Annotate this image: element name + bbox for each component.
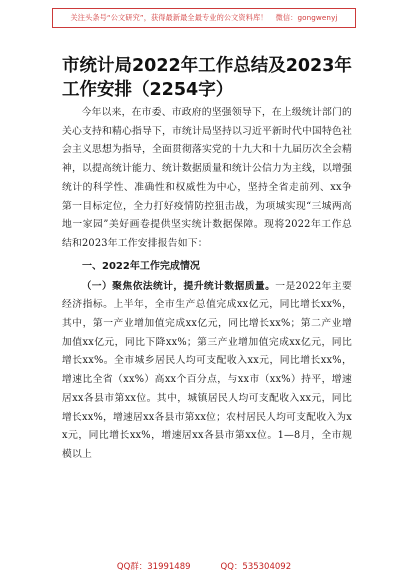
- promo-banner-text: 关注头条号“公文研究”，获得最新最全最专业的公文资料库！: [70, 13, 268, 22]
- footer-contact: [0, 560, 408, 574]
- footer-qq-group: QQ群：31991489: [116, 562, 191, 572]
- promo-banner: [52, 8, 356, 28]
- promo-banner-wechat: 微信：gongwenyj: [275, 13, 338, 22]
- footer-qq: QQ：535304092: [220, 562, 292, 572]
- item-lead: （一）聚焦依法统计，提升统计数据质量。: [81, 280, 276, 292]
- section-heading: 一、2022年工作完成情况: [82, 260, 200, 272]
- intro-paragraph: 今年以来，在市委、市政府的坚强领导下，在上级统计部门的关心支持和精心指导下，市统计局坚持以习近平新时代中国特色社会主义思想为指导，全面贯彻落实党的十九大和十九届历次全会精神，以提高统计能力、统计数据质量和统计公信力为主线，以增强统计的科学性、准确性和权威性为中心，坚持全省走前列、xx争第一目标定位，全力打好疫情防控狙击战，为项城实现“三城两高地一家园”美好画卷提供坚实统计数据保障。现将2022年工作总结和2023年工作安排报告如下：: [62, 107, 352, 249]
- document-body: [62, 104, 352, 465]
- item-body: 一是2022年主要经济指标。上半年，全市生产总值完成xx亿元，同比增长xx%，其中，第一产业增加值完成xx亿元，同比增长xx%；第二产业增加值xx亿元，同比下降xx%；第三产业增加值完成xx亿元，同比增长xx%。全市城乡居民人均可支配收入xx元，同比增长xx%，增速比全省（xx%）高xx个百分点，与xx市（xx%）持平，增速居xx各县市第xx位。其中，城镇居民人均可支配收入xx元，同比增长xx%，增速居xx各县市第xx位；农村居民人均可支配收入为xx元，同比增长xx%，增速居xx各县市第xx位。1—8月，全市规模以上: [62, 280, 352, 460]
- item-paragraph: [62, 278, 352, 465]
- document-title: 市统计局2022年工作总结及2023年工作安排（2254字）: [62, 56, 352, 100]
